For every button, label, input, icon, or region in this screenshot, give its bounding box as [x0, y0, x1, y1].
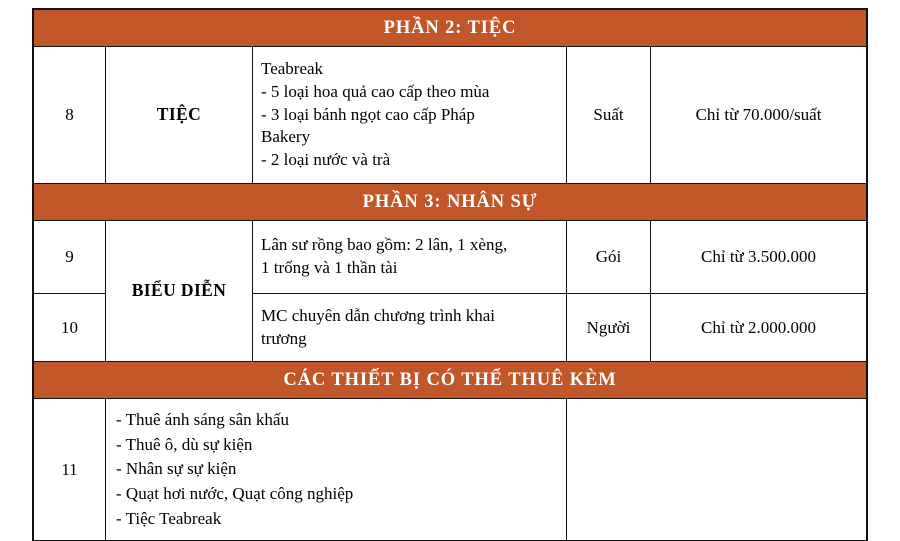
row-unit-cell: Suất — [567, 47, 651, 184]
row-price-cell: Chỉ từ 2.000.000 — [651, 294, 867, 362]
row-equipment-list-cell — [106, 399, 567, 541]
row-price-cell: Chỉ từ 70.000/suất — [651, 47, 867, 184]
row-description-cell — [253, 47, 567, 184]
list-item: - Nhân sự sự kiện — [116, 459, 237, 479]
section-header-cell — [34, 362, 867, 399]
row-description-cell — [253, 294, 567, 362]
row-category-cell: TIỆC — [106, 47, 253, 184]
section-header-label: PHẦN 2: TIỆC — [383, 18, 517, 38]
description-line: - 3 loại bánh ngọt cao cấp Pháp — [261, 104, 475, 124]
row-number-cell: 10 — [34, 294, 106, 362]
section-header-cell — [34, 184, 867, 221]
row-number-cell: 9 — [34, 221, 106, 294]
description-line: trương — [261, 328, 307, 348]
description-line: MC chuyên dẫn chương trình khai — [261, 305, 495, 325]
row-price-cell: Chỉ từ 3.500.000 — [651, 221, 867, 294]
section-header-row-nhan-su — [34, 184, 867, 221]
description-line: Teabreak — [261, 59, 324, 79]
list-item: - Quạt hơi nước, Quạt công nghiệp — [116, 483, 354, 503]
section-header-row-thiet-bi — [34, 362, 867, 399]
section-header-label: PHẦN 3: NHÂN SỰ — [362, 192, 538, 212]
row-number-cell: 11 — [34, 399, 106, 541]
table-row — [34, 47, 867, 184]
row-number-cell: 8 — [34, 47, 106, 184]
row-empty-cell — [567, 399, 867, 541]
section-header-row-tiec — [34, 10, 867, 47]
list-item: - Tiệc Teabreak — [116, 508, 222, 528]
section-header-label: CÁC THIẾT BỊ CÓ THỂ THUÊ KÈM — [283, 370, 617, 390]
row-unit-cell: Gói — [567, 221, 651, 294]
row-unit-cell: Người — [567, 294, 651, 362]
description-line: - 2 loại nước và trà — [261, 149, 391, 169]
list-item: - Thuê ô, dù sự kiện — [116, 434, 253, 454]
description-line: Bakery — [261, 127, 311, 147]
row-category-cell: BIỂU DIỄN — [106, 221, 253, 362]
pricing-table — [33, 9, 867, 541]
table-row — [34, 399, 867, 541]
pricing-table-container — [33, 9, 866, 541]
description-line: Lân sư rồng bao gồm: 2 lân, 1 xèng, — [261, 235, 508, 255]
section-header-cell — [34, 10, 867, 47]
description-line: - 5 loại hoa quả cao cấp theo mùa — [261, 82, 490, 102]
table-row — [34, 221, 867, 294]
list-item: - Thuê ánh sáng sân khấu — [116, 410, 289, 429]
row-description-cell — [253, 221, 567, 294]
description-line: 1 trống và 1 thần tài — [261, 258, 398, 277]
